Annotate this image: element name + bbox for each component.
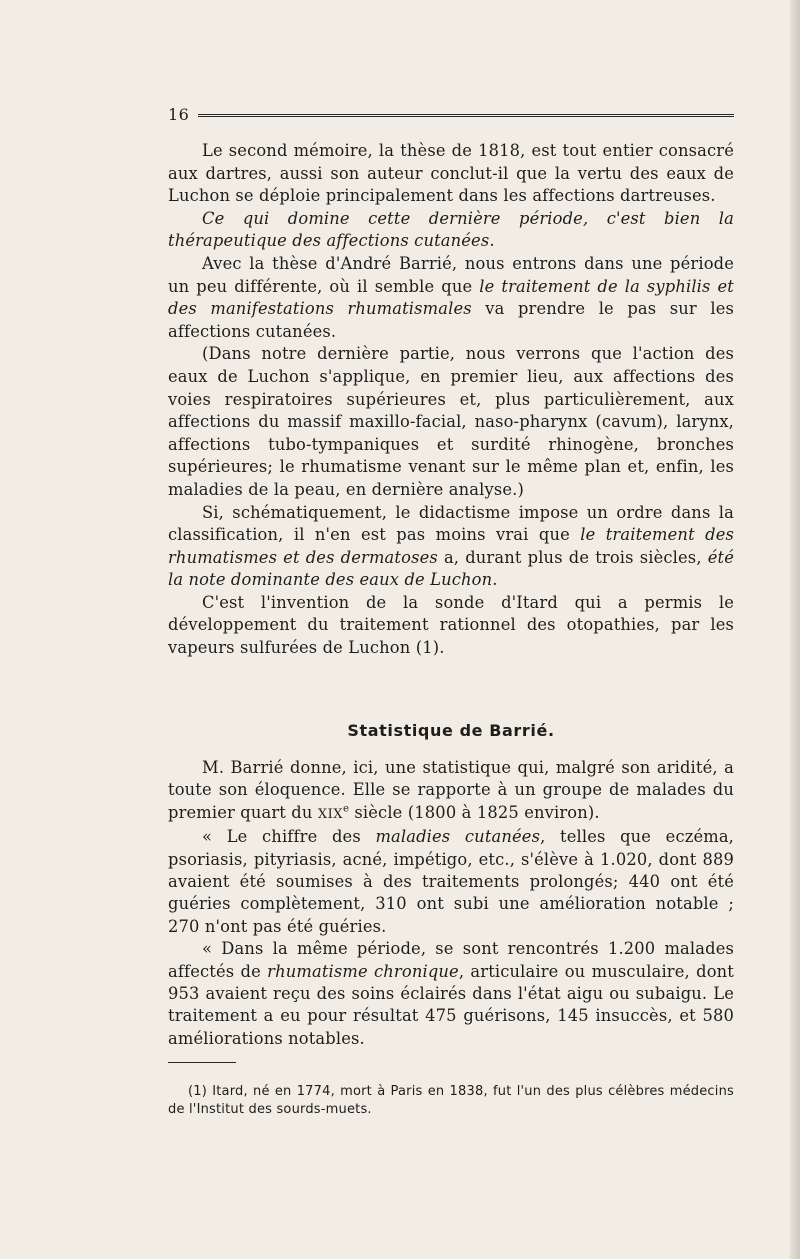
paragraph — [168, 826, 734, 938]
page-header — [168, 106, 734, 126]
text-run: a, durant plus de trois siècles, — [437, 547, 708, 567]
italic-text: le traitement des rhumatismes et des dermatoses — [168, 525, 734, 567]
section-title: Statistique de Barrié. — [347, 721, 555, 740]
superscript: e — [343, 803, 350, 815]
paragraph — [168, 757, 734, 826]
italic-text: été la note dominante des eaux de Luchon — [168, 547, 734, 590]
paragraph: (Dans notre dernière partie, nous verrons que l'action des eaux de Luchon s'applique, en premier lieu, aux affections des voies respiratoires supérieures et, plus particulièrement, aux affections du massif maxillo-facial, naso-pharynx (cavum), larynx, affections tubo-tympaniques et surdité rhinogène, bronches supérieures; le rhumatisme venant sur le même plan et, enfin, les maladies de la peau, en dernière analyse.) — [168, 344, 734, 499]
small-caps-text: XIX — [317, 806, 343, 822]
text-run: , telles que eczéma, psoriasis, pityriasis, acné, impétigo, etc., s'élève à 1.020, dont 889 avaient été soumises à des traitements prolongés; 440 ont été guéries complètement, 310 ont subi une amélioration notable ; 270 n'ont pas été guéries. — [168, 827, 734, 936]
text-run: va prendre le pas sur les affections cutanées. — [168, 299, 734, 341]
text-run: « Dans la même période, se sont rencontrés 1.200 malades affectés de — [168, 939, 734, 981]
text-run: , articulaire ou musculaire, dont 953 avaient reçu des soins éclairés dans l'état aigu ou subaigu. Le traitement a eu pour résultat 475 guérisons, 145 insuccès, et 580 améliorations notables. — [168, 961, 734, 1048]
italic-text: le traitement de la syphilis et des manifestations rhumatismales — [168, 276, 735, 319]
italic-text: Ce qui domine cette dernière période, c'est bien la thérapeutique des affections cutanées. — [168, 208, 734, 251]
header-rule — [198, 114, 734, 117]
text-run: siècle (1800 à 1825 environ). — [349, 802, 600, 822]
footnote — [168, 1083, 734, 1119]
page-number: 16 — [168, 105, 190, 124]
paragraph — [168, 253, 734, 343]
paragraph: C'est l'invention de la sonde d'Itard qui a permis le développement du traitement rationnel des otopathies, par les vapeurs sulfurées de Luchon (1). — [168, 592, 734, 658]
paragraph — [168, 502, 734, 592]
text-run: Si, schématiquement, le didactisme impose un ordre dans la classification, il n'en est pas moins vrai que — [168, 502, 734, 545]
text-run: « Le chiffre des — [202, 827, 376, 847]
statistics-text — [168, 757, 734, 1050]
footnote-rule — [168, 1062, 236, 1063]
text-run: Avec la thèse d'André Barrié, nous entrons dans une période un peu différente, où il semble que — [168, 253, 734, 296]
italic-text: rhumatisme chronique — [267, 961, 459, 981]
paragraph: Le second mémoire, la thèse de 1818, est tout entier consacré aux dartres, aussi son auteur conclut-il que la vertu des eaux de Luchon se déploie principalement dans les affections dartreuses. — [168, 141, 734, 206]
footnote-text: (1) Itard, né en 1774, mort à Paris en 1838, fut l'un des plus célèbres médecins de l'Institut des sourds-muets. — [168, 1084, 734, 1117]
paragraph — [168, 208, 734, 253]
main-text — [168, 140, 734, 660]
italic-text: maladies cutanées — [375, 827, 541, 847]
page-edge-shadow — [790, 0, 800, 1259]
paragraph — [168, 938, 734, 1050]
text-run: M. Barrié donne, ici, une statistique qui, malgré son aridité, a toute son éloquence. Elle se rapporte à un groupe de malades du premier quart du — [168, 758, 734, 822]
text-run: . — [492, 570, 498, 590]
